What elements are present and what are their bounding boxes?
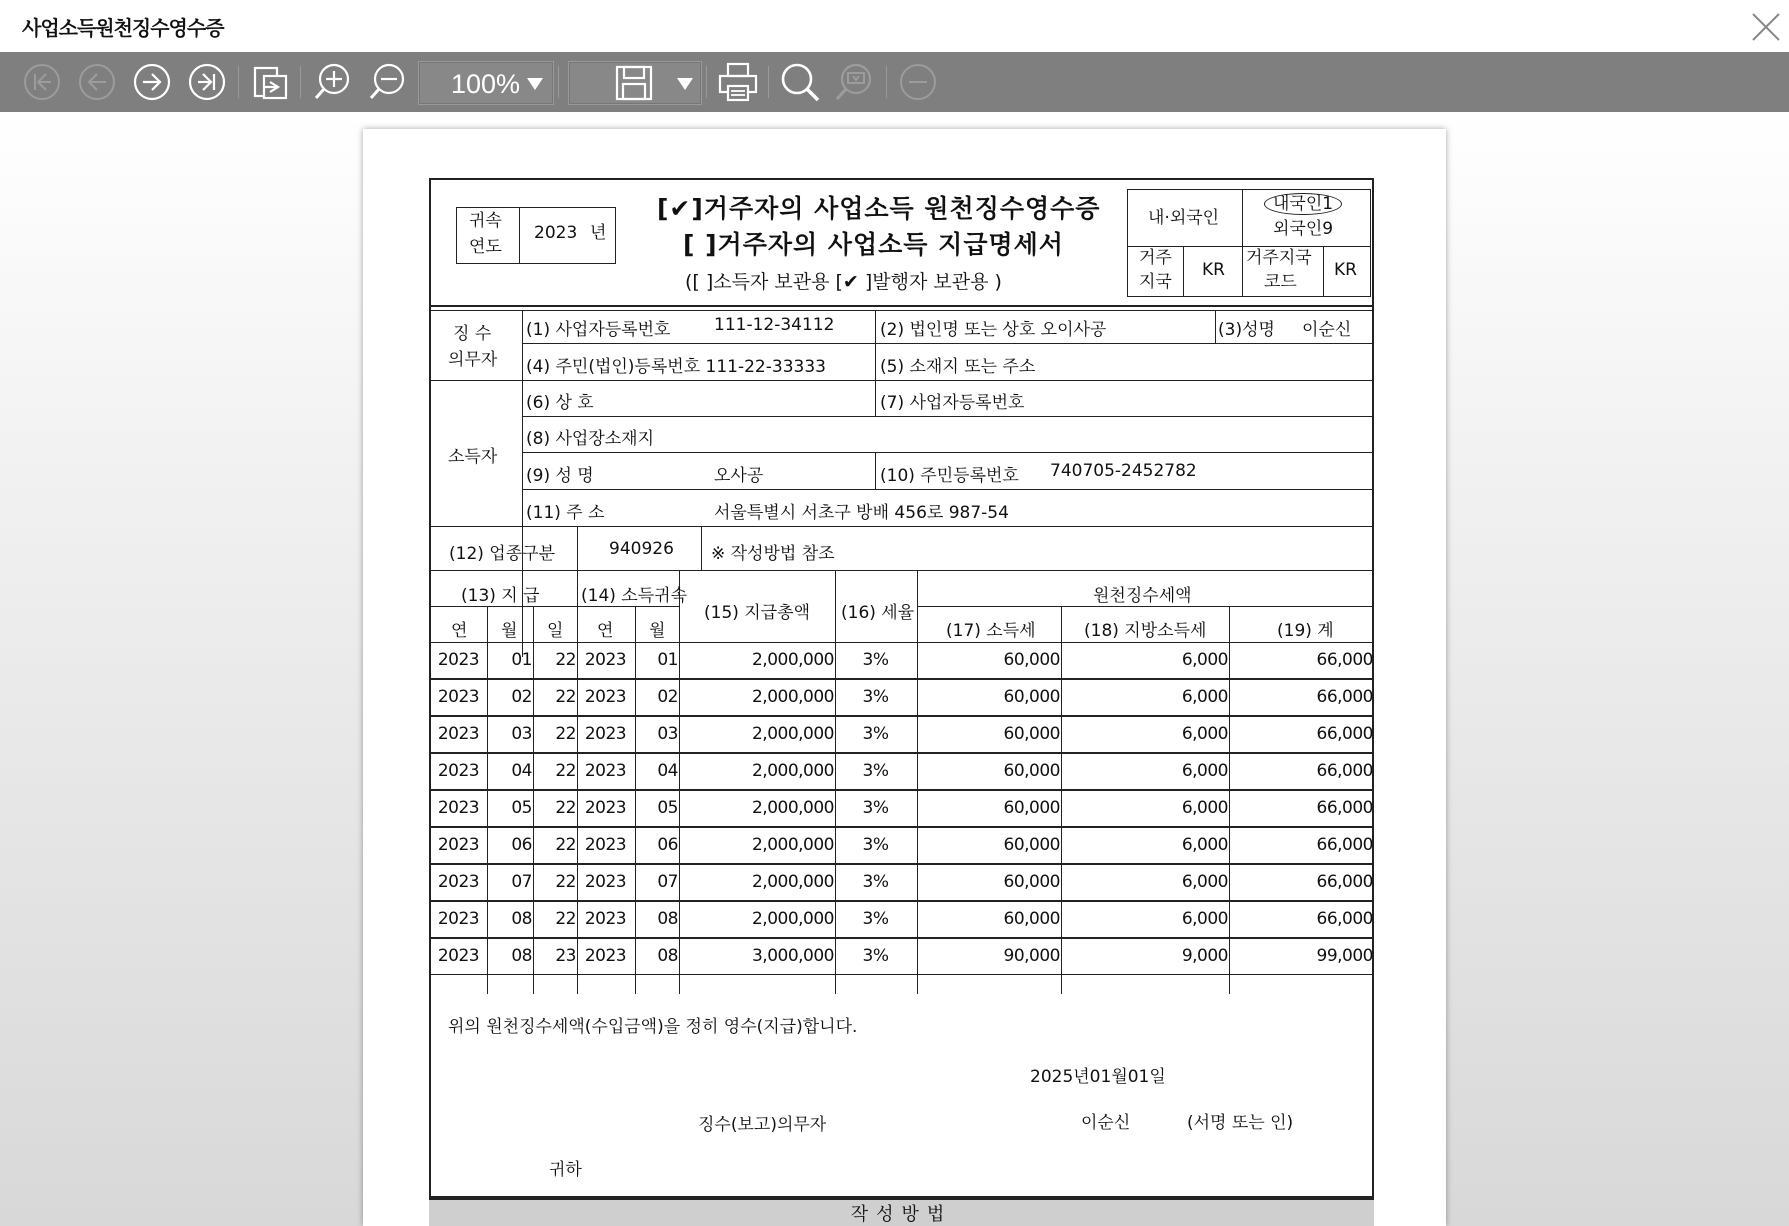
pay-day: 22: [555, 909, 576, 929]
table-row: [431, 753, 1374, 790]
pay-month: 07: [511, 872, 532, 892]
chevron-down-icon: [677, 78, 693, 90]
income-tax: 60,000: [1003, 835, 1060, 855]
pay-month: 08: [511, 946, 532, 966]
pay-year: 2023: [437, 761, 480, 781]
local-tax: 6,000: [1181, 650, 1228, 670]
f10-label: (10) 주민등록번호: [880, 466, 1019, 486]
header-month: 월: [501, 621, 518, 641]
f11-value: 서울특별시 서초구 방배 456로 987-54: [714, 503, 1009, 523]
next-page-icon: [132, 62, 172, 102]
total-amount: 2,000,000: [751, 798, 834, 818]
save-icon: [615, 65, 653, 101]
header-18: (18) 지방소득세: [1084, 621, 1207, 641]
f7-label: (7) 사업자등록번호: [880, 393, 1025, 413]
issue-date: 2025년01월01일: [1030, 1067, 1166, 1087]
total-tax: 66,000: [1316, 687, 1373, 707]
attr-year: 2023: [584, 909, 627, 929]
header-15: (15) 지급총액: [704, 603, 810, 623]
pay-day: 22: [555, 687, 576, 707]
addressee: 귀하: [549, 1160, 582, 1180]
table-row: [431, 901, 1374, 938]
pay-month: 08: [511, 909, 532, 929]
next-page-button[interactable]: [130, 60, 174, 104]
print-icon: [717, 61, 759, 103]
f11-label: (11) 주 소: [526, 503, 605, 523]
f6-label: (6) 상 호: [526, 393, 594, 413]
pay-day: 22: [555, 761, 576, 781]
residence-label-2: 지국: [1139, 272, 1172, 292]
close-icon[interactable]: [1749, 10, 1783, 44]
first-page-icon: [22, 62, 62, 102]
residence-code-label-1: 거주지국: [1246, 248, 1312, 268]
pay-month: 05: [511, 798, 532, 818]
residence-code-label-2: 코드: [1264, 272, 1297, 292]
prev-page-button[interactable]: [75, 60, 119, 104]
withholder-label-2: 의무자: [448, 350, 498, 370]
f1-value: 111-12-34112: [714, 315, 835, 335]
pay-year: 2023: [437, 909, 480, 929]
local-tax: 6,000: [1181, 798, 1228, 818]
income-tax: 60,000: [1003, 724, 1060, 744]
search-icon: [779, 61, 821, 103]
export-icon: [250, 62, 290, 102]
f12-note: ※ 작성방법 참조: [711, 544, 835, 564]
header-withholding: 원천징수세액: [1093, 586, 1192, 606]
residence-label-1: 거주: [1139, 248, 1172, 268]
prev-page-icon: [77, 62, 117, 102]
header-month-2: 월: [649, 621, 666, 641]
table-row: [431, 716, 1374, 753]
row-divider: [431, 974, 1374, 975]
local-tax: 6,000: [1181, 724, 1228, 744]
total-tax: 99,000: [1316, 946, 1373, 966]
pay-year: 2023: [437, 872, 480, 892]
total-amount: 3,000,000: [751, 946, 834, 966]
zoom-out-button[interactable]: [365, 60, 409, 104]
pay-year: 2023: [437, 946, 480, 966]
pay-day: 23: [555, 946, 576, 966]
pay-day: 22: [555, 798, 576, 818]
pay-month: 03: [511, 724, 532, 744]
total-amount: 2,000,000: [751, 872, 834, 892]
attr-month: 08: [657, 909, 678, 929]
pay-day: 22: [555, 872, 576, 892]
header-13: (13) 지 급: [461, 586, 540, 606]
sign-note: (서명 또는 인): [1187, 1113, 1294, 1133]
f10-value: 740705-2452782: [1050, 461, 1197, 481]
pay-day: 22: [555, 650, 576, 670]
attr-year: 2023: [584, 946, 627, 966]
pay-year: 2023: [437, 687, 480, 707]
title-line-3: ([ ]소득자 보관용 [✔ ]발행자 보관용 ): [685, 271, 1002, 293]
zoom-in-button[interactable]: [310, 60, 354, 104]
nationality-opt2: 외국인9: [1273, 219, 1334, 239]
tax-rate: 3%: [862, 724, 889, 744]
tax-rate: 3%: [862, 946, 889, 966]
header-17: (17) 소득세: [946, 621, 1036, 641]
f1-label: (1) 사업자등록번호: [526, 320, 671, 340]
zoom-select[interactable]: [418, 61, 554, 105]
find-next-icon: [834, 61, 876, 103]
attr-month: 05: [657, 798, 678, 818]
f2-label: (2) 법인명 또는 상호 오이사공: [880, 320, 1107, 340]
year-label-2: 연도: [469, 237, 502, 257]
f8-label: (8) 사업장소재지: [526, 429, 655, 449]
zoom-in-icon: [312, 62, 352, 102]
year-value: 2023: [534, 223, 578, 243]
attr-year: 2023: [584, 761, 627, 781]
attr-year: 2023: [584, 835, 627, 855]
attr-month: 06: [657, 835, 678, 855]
year-box: [456, 207, 616, 264]
zoom-out-icon: [367, 62, 407, 102]
attr-month: 08: [657, 946, 678, 966]
residence-value: KR: [1202, 260, 1225, 280]
header-14: (14) 소득귀속: [581, 586, 687, 606]
local-tax: 6,000: [1181, 872, 1228, 892]
last-page-icon: [187, 62, 227, 102]
withholding-receipt-form: [429, 178, 1374, 1198]
f4-label: (4) 주민(법인)등록번호 111-22-33333: [526, 357, 826, 377]
attr-year: 2023: [584, 872, 627, 892]
total-tax: 66,000: [1316, 761, 1373, 781]
total-amount: 2,000,000: [751, 687, 834, 707]
chevron-down-icon: [527, 78, 543, 90]
save-select[interactable]: [568, 61, 702, 105]
attr-month: 01: [657, 650, 678, 670]
income-tax: 60,000: [1003, 872, 1060, 892]
table-row: [431, 938, 1374, 975]
residence-code-value: KR: [1334, 260, 1357, 280]
pay-day: 22: [555, 835, 576, 855]
table-row: [431, 790, 1374, 827]
window-titlebar: [0, 0, 1789, 52]
f12-label: (12) 업종구분: [449, 544, 555, 564]
pay-month: 02: [511, 687, 532, 707]
nationality-opt1: 내국인1: [1264, 193, 1342, 215]
total-amount: 2,000,000: [751, 835, 834, 855]
income-tax: 60,000: [1003, 909, 1060, 929]
total-tax: 66,000: [1316, 909, 1373, 929]
attr-month: 07: [657, 872, 678, 892]
pay-month: 01: [511, 650, 532, 670]
find-next-button[interactable]: [833, 60, 877, 104]
title-line-2: [ ]거주자의 사업소득 지급명세서: [683, 230, 1064, 259]
pay-day: 22: [555, 724, 576, 744]
attr-year: 2023: [584, 798, 627, 818]
attr-month: 03: [657, 724, 678, 744]
nationality-box: [1127, 189, 1371, 297]
earner-label: 소득자: [448, 447, 498, 467]
total-amount: 2,000,000: [751, 761, 834, 781]
table-row: [431, 642, 1374, 679]
local-tax: 6,000: [1181, 835, 1228, 855]
total-tax: 66,000: [1316, 872, 1373, 892]
minus-circle-icon: [898, 62, 938, 102]
table-row: [431, 864, 1374, 901]
total-amount: 2,000,000: [751, 650, 834, 670]
year-label-1: 귀속: [469, 211, 502, 231]
withholder-sign-label: 징수(보고)의무자: [698, 1115, 827, 1135]
tax-rate: 3%: [862, 835, 889, 855]
f5-label: (5) 소재지 또는 주소: [880, 357, 1036, 377]
f9-label: (9) 성 명: [526, 466, 594, 486]
tax-rate: 3%: [862, 798, 889, 818]
export-button[interactable]: [248, 60, 292, 104]
title-line-1: [✔]거주자의 사업소득 원천징수영수증: [657, 194, 1101, 223]
window-title: 사업소득원천징수영수증: [22, 16, 224, 40]
total-amount: 2,000,000: [751, 909, 834, 929]
f9-value: 오사공: [714, 466, 764, 486]
last-page-button[interactable]: [185, 60, 229, 104]
income-tax: 60,000: [1003, 687, 1060, 707]
total-tax: 66,000: [1316, 724, 1373, 744]
attr-year: 2023: [584, 650, 627, 670]
total-amount: 2,000,000: [751, 724, 834, 744]
attr-year: 2023: [584, 724, 627, 744]
nationality-label: 내·외국인: [1148, 208, 1220, 228]
total-tax: 66,000: [1316, 835, 1373, 855]
tax-rate: 3%: [862, 761, 889, 781]
local-tax: 6,000: [1181, 761, 1228, 781]
header-year-2: 연: [597, 621, 614, 641]
local-tax: 9,000: [1181, 946, 1228, 966]
zoom-value: 100%: [451, 69, 521, 99]
table-row: [431, 679, 1374, 716]
f3-value: 이순신: [1302, 320, 1352, 340]
remove-button[interactable]: [896, 60, 940, 104]
header-year: 연: [451, 621, 468, 641]
pay-year: 2023: [437, 835, 480, 855]
pay-month: 06: [511, 835, 532, 855]
footer-section-header: 작성방법: [429, 1198, 1374, 1226]
income-tax: 60,000: [1003, 761, 1060, 781]
viewer-toolbar: [0, 52, 1789, 112]
f12-value: 940926: [609, 539, 674, 559]
attr-year: 2023: [584, 687, 627, 707]
statement: 위의 원천징수세액(수입금액)을 정히 영수(지급)합니다.: [448, 1017, 858, 1037]
first-page-button[interactable]: [20, 60, 64, 104]
income-tax: 60,000: [1003, 798, 1060, 818]
pay-year: 2023: [437, 798, 480, 818]
local-tax: 6,000: [1181, 687, 1228, 707]
header-19: (19) 계: [1277, 621, 1334, 641]
withholder-label-1: 징 수: [453, 324, 492, 344]
tax-rate: 3%: [862, 687, 889, 707]
tax-rate: 3%: [862, 650, 889, 670]
income-tax: 60,000: [1003, 650, 1060, 670]
total-tax: 66,000: [1316, 650, 1373, 670]
withholder-sign-name: 이순신: [1081, 1113, 1131, 1133]
total-tax: 66,000: [1316, 798, 1373, 818]
pay-year: 2023: [437, 650, 480, 670]
tax-rate: 3%: [862, 909, 889, 929]
print-button[interactable]: [716, 60, 760, 104]
tax-rate: 3%: [862, 872, 889, 892]
header-16: (16) 세율: [841, 603, 915, 623]
year-suffix: 년: [590, 223, 607, 243]
header-day: 일: [547, 621, 564, 641]
income-tax: 90,000: [1003, 946, 1060, 966]
local-tax: 6,000: [1181, 909, 1228, 929]
attr-month: 04: [657, 761, 678, 781]
pay-year: 2023: [437, 724, 480, 744]
attr-month: 02: [657, 687, 678, 707]
f3-label: (3)성명: [1218, 320, 1275, 340]
table-row: [431, 827, 1374, 864]
pay-month: 04: [511, 761, 532, 781]
search-button[interactable]: [778, 60, 822, 104]
